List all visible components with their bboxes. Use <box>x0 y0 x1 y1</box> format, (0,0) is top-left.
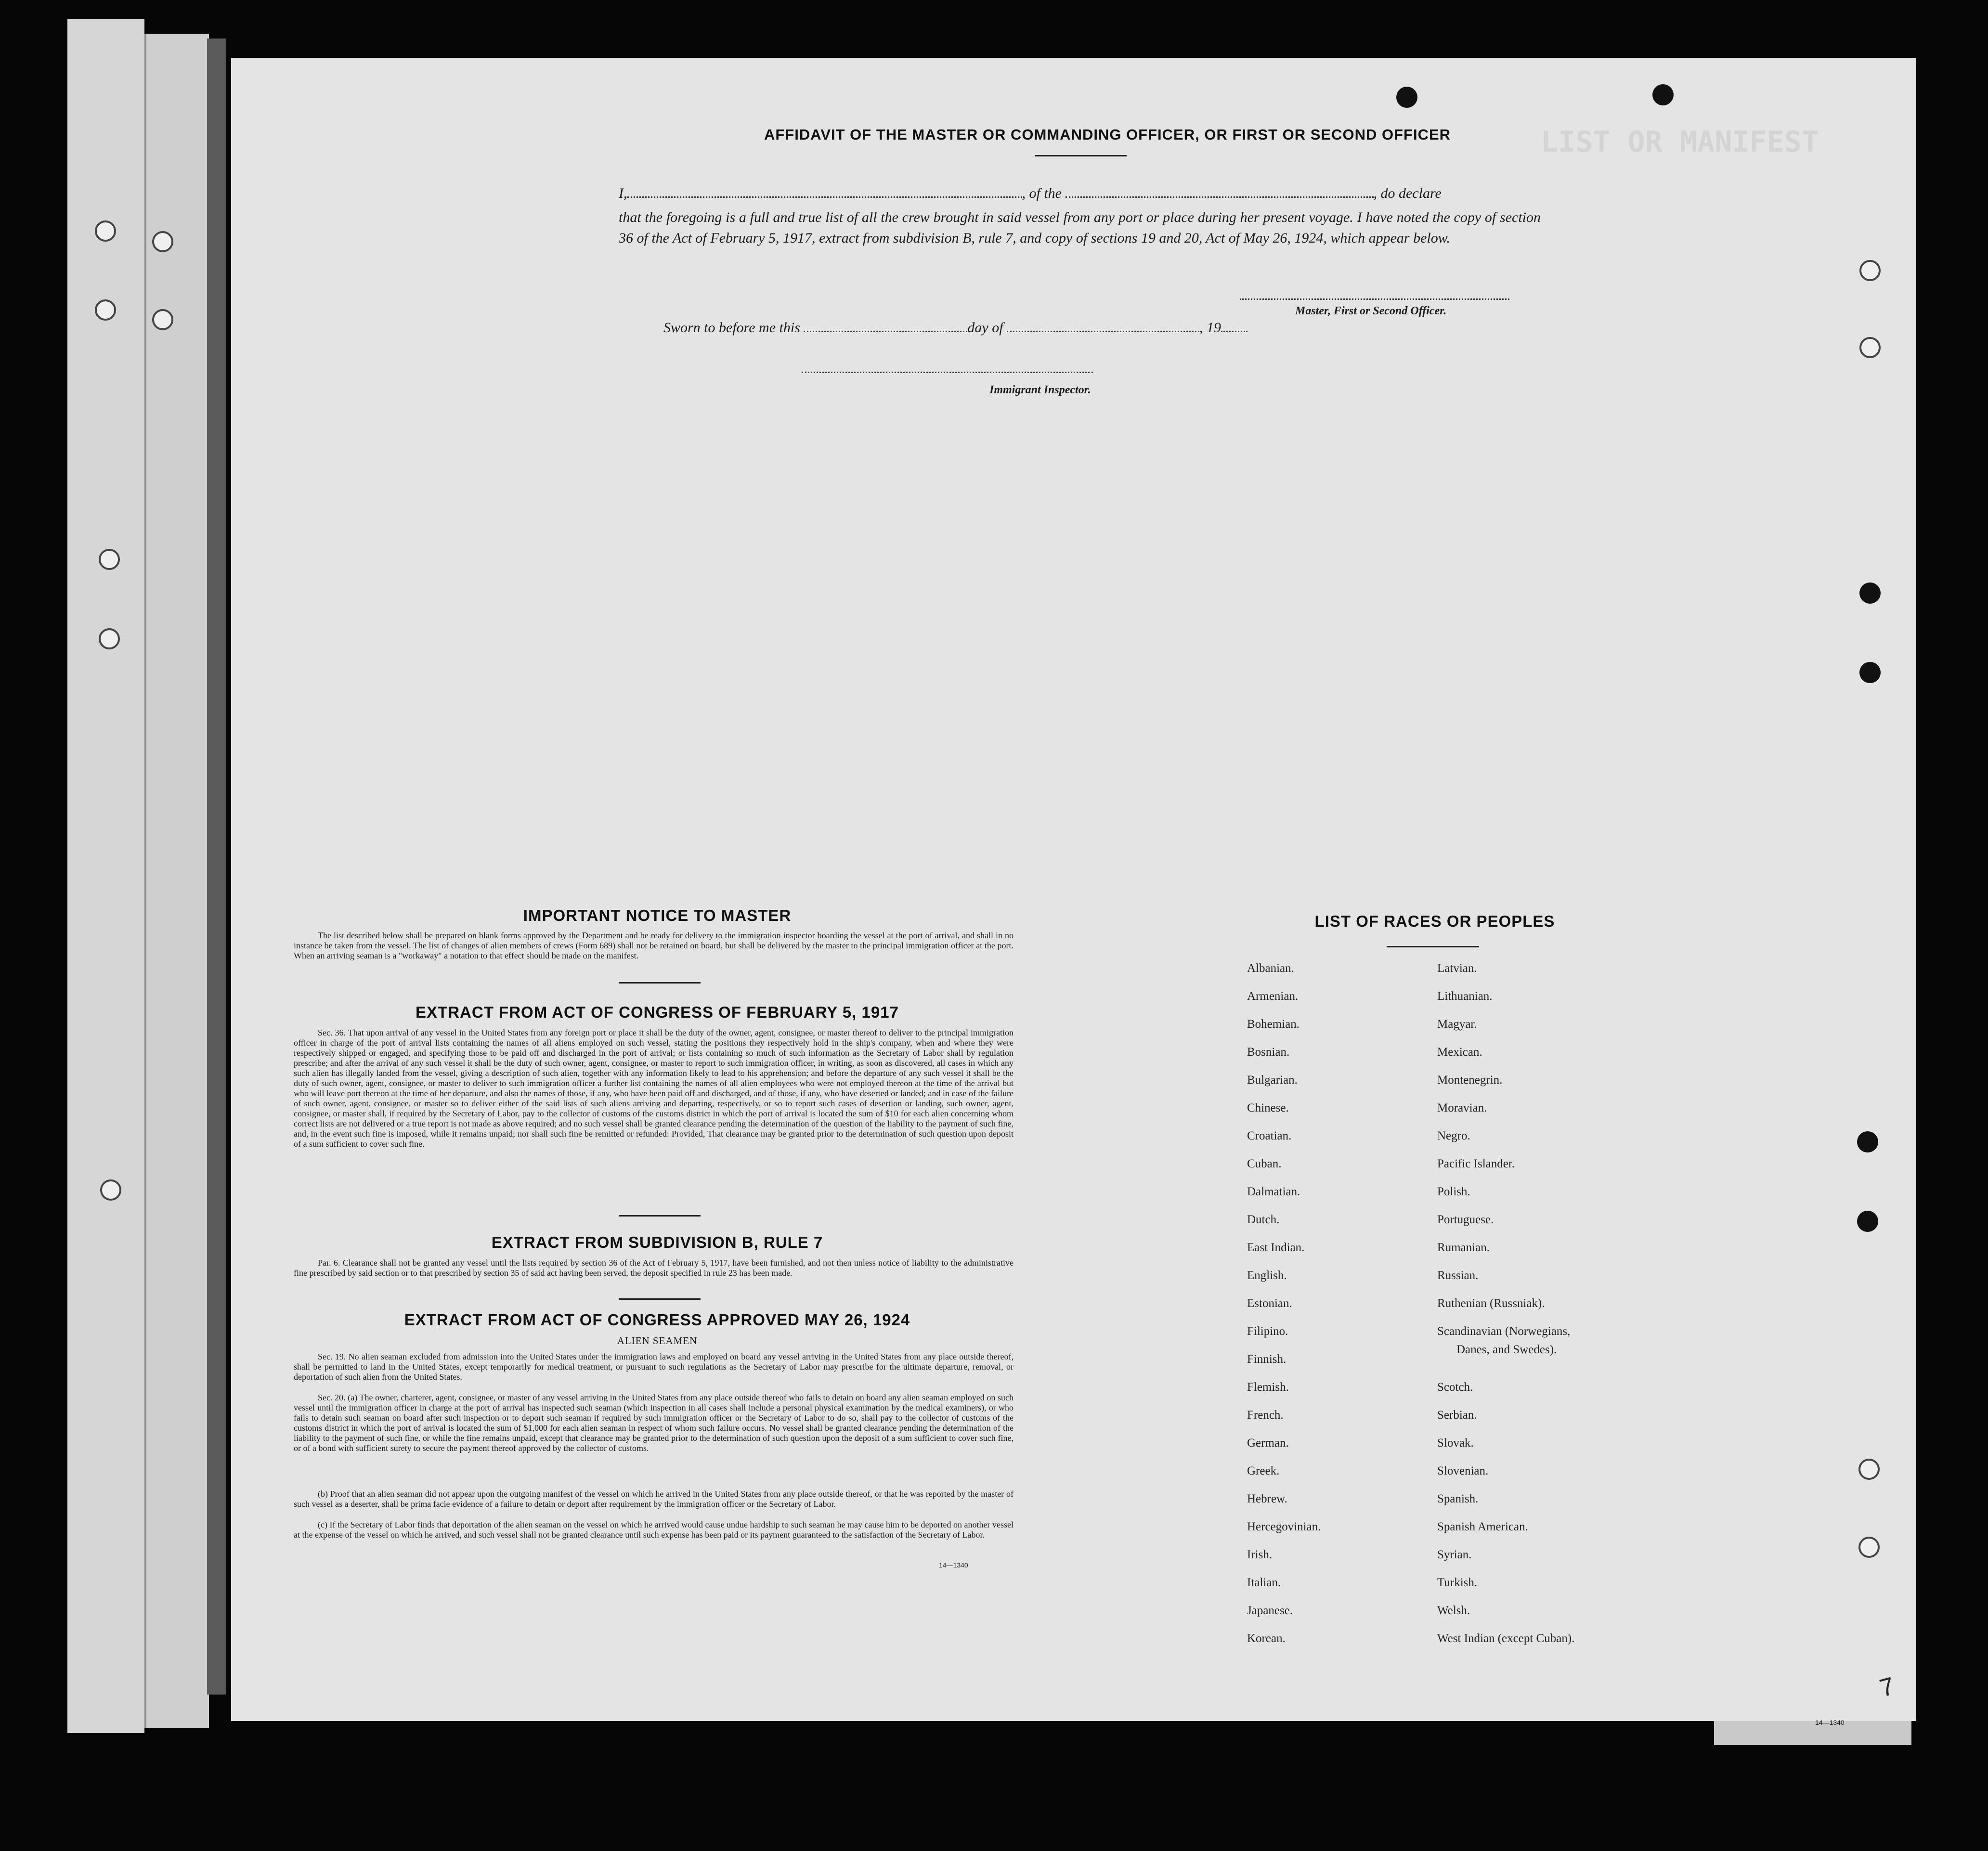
race-item: Chinese. <box>1247 1101 1289 1114</box>
race-item: Turkish. <box>1437 1576 1478 1589</box>
race-item: Slovak. <box>1437 1437 1474 1450</box>
race-item: Moravian. <box>1437 1101 1487 1114</box>
punch-hole <box>100 1179 121 1201</box>
extract-1924-sec20c: (c) If the Secretary of Labor finds that deportation of the alien seaman on the vessel on which he arrived would cause undue hardship to such seaman he may cause him to be deported on another vessel at the expense of the vessel on which he arrived, and such vessel shall not be granted clearance until such expense has been paid or its payment guaranteed to the satisfaction of the Secretary of Labor. <box>294 1520 1013 1540</box>
punch-hole <box>95 220 116 242</box>
race-item: Russian. <box>1437 1269 1479 1282</box>
races-title: LIST OF RACES OR PEOPLES <box>1314 912 1555 930</box>
notice-text: The list described below shall be prepared on blank forms approved by the Department and be ready for delivery to the immigration inspector boarding the vessel at the port of arrival, and shall in no instance be taken from the vessel. The list of changes of alien members of crews (Form 689) shall not be retained on board, but shall be delivered by the master to the principal immigration officer at the port. When an arriving seaman is a "workaway" a notation to that effect should be made on the manifest. <box>294 931 1013 960</box>
master-signature-blank[interactable] <box>1240 298 1509 300</box>
race-item: West Indian (except Cuban). <box>1437 1632 1575 1645</box>
punch-hole <box>1859 662 1881 683</box>
race-item: Filipino. <box>1247 1325 1288 1338</box>
race-item: Hercegovinian. <box>1247 1520 1321 1533</box>
sworn-prefix: Sworn to before me this <box>663 320 800 336</box>
extract-1917-text: Sec. 36. That upon arrival of any vessel in the United States from any foreign port or place it shall be the duty of the owner, agent, consignee, or master thereof to deliver to the principal immigration officer in charge of the port of arrival lists containing the names of all aliens employed on such vessel, stating the positions they respectively hold in the ship's company, when and where they were respectively shipped or engaged, and specifying those to be paid off and discharged in the port of arrival; or lists containing so much of such information as the Secretary of Labor shall by regulation prescribe; and after the arrival of any such vessel it shall be the duty of such owner, agent, consignee, or master to report to such immigration officer, in writing, as soon as discovered, all cases in which any such alien has illegally landed from the vessel, giving a description of such alien, together with any information likely to lead to his apprehension; and before the departure of any such vessel it shall be the duty of such owner, agent, consignee, or master to deliver to such immigration officer a further list containing the names of all alien employees who were not employed thereon at the time of the arrival but who will leave port thereon at the time of her departure, and also the names of those, if any, who have been paid off and discharged, and of those, if any, who have deserted or landed; and in case of the failure of such owner, agent, consignee, or master so to deliver either of the said lists of such aliens arriving and departing, respectively, or so to report such cases of desertion or landing, such owner, agent, consignee, or master shall, if required by the Secretary of Labor, pay to the collector of customs of the customs district in which the port of arrival is located the sum of $10 for each alien concerning whom correct lists are not delivered or a true report is not made as above required; and no such vessel shall be granted clearance pending the determination of the question of the liability to the payment of such fine, and, in the event such fine is imposed, while it remains unpaid; nor shall such fine be remitted or refunded: Provided, That clearance may be granted prior to the determination of such question upon deposit of a sum sufficient to cover such fine. <box>294 1028 1013 1149</box>
affidavit-declare-label: , do declare <box>1373 185 1442 201</box>
race-item: Bohemian. <box>1247 1018 1300 1031</box>
race-item: Welsh. <box>1437 1604 1470 1617</box>
race-item: Montenegrin. <box>1437 1074 1503 1087</box>
punch-hole <box>1858 1459 1880 1480</box>
races-rule <box>1387 946 1479 947</box>
notice-title: IMPORTANT NOTICE TO MASTER <box>523 906 792 924</box>
race-item: English. <box>1247 1269 1287 1282</box>
race-item: Portuguese. <box>1437 1213 1494 1226</box>
race-item: Syrian. <box>1437 1548 1472 1561</box>
race-item: Spanish American. <box>1437 1520 1528 1533</box>
inspector-signature-blank[interactable] <box>802 372 1093 373</box>
inspector-caption: Immigrant Inspector. <box>989 384 1091 396</box>
background-sheet-edge <box>207 39 226 1695</box>
race-item: Flemish. <box>1247 1381 1289 1394</box>
race-item: Armenian. <box>1247 990 1299 1003</box>
sworn-day-of: day of <box>967 320 1003 336</box>
name-blank[interactable] <box>627 196 1022 198</box>
punch-hole <box>1857 1211 1878 1232</box>
background-sheet-middle <box>144 34 209 1728</box>
back-form-number: 14—1340 <box>1815 1719 1845 1726</box>
section-rule <box>619 982 701 984</box>
affidavit-body: that the foregoing is a full and true list of all the crew brought in said vessel from any port or place during her present voyage. I have noted the copy of section 36 of the Act of February 5, 1917, extract from subdivision B, rule 7, and copy of sections 19 and 20, Act of May 26, 1924, which appear below. <box>619 209 1541 246</box>
affidavit-declaration-line <box>619 185 1548 202</box>
extract-1924-title: EXTRACT FROM ACT OF CONGRESS APPROVED MAY 26, 1924 <box>404 1311 910 1329</box>
title-rule <box>1035 155 1127 156</box>
punch-hole <box>99 549 120 570</box>
race-item: Negro. <box>1437 1129 1470 1142</box>
vessel-blank[interactable] <box>1065 196 1374 198</box>
punch-hole <box>1859 260 1881 281</box>
race-item: East Indian. <box>1247 1241 1305 1254</box>
race-item: Danes, and Swedes). <box>1456 1343 1557 1356</box>
race-item: Magyar. <box>1437 1018 1477 1031</box>
race-item: Irish. <box>1247 1548 1273 1561</box>
race-item: Italian. <box>1247 1576 1281 1589</box>
punch-hole <box>1857 1131 1878 1152</box>
race-item: Scotch. <box>1437 1381 1473 1394</box>
race-item: Bulgarian. <box>1247 1074 1298 1087</box>
master-caption: Master, First or Second Officer. <box>1295 305 1447 317</box>
sworn-month-blank[interactable] <box>1007 331 1199 332</box>
race-item: Lithuanian. <box>1437 990 1493 1003</box>
race-item: Slovenian. <box>1437 1464 1489 1477</box>
extract-1924-subtitle: ALIEN SEAMEN <box>617 1335 698 1346</box>
race-item: French. <box>1247 1409 1284 1422</box>
race-item: Rumanian. <box>1437 1241 1490 1254</box>
extract-1917-title: EXTRACT FROM ACT OF CONGRESS OF FEBRUARY 5, 1917 <box>416 1003 899 1021</box>
race-item: Greek. <box>1247 1464 1280 1477</box>
race-item: Croatian. <box>1247 1129 1292 1142</box>
sworn-year: , 19 <box>1199 320 1221 336</box>
subdivision-title: EXTRACT FROM SUBDIVISION B, RULE 7 <box>491 1233 823 1251</box>
race-item: Pacific Islander. <box>1437 1157 1515 1170</box>
race-item: Dalmatian. <box>1247 1185 1300 1198</box>
affidavit-of-the-label: , of the <box>1022 185 1062 201</box>
punch-hole <box>95 299 116 321</box>
punch-hole <box>1396 87 1417 108</box>
punch-hole <box>152 231 173 252</box>
sworn-day-blank[interactable] <box>804 331 967 332</box>
subdivision-text: Par. 6. Clearance shall not be granted any vessel until the lists required by section 36 of the Act of February 5, 1917, have been furnished, and not then unless notice of liability to the administrative fine prescribed by said section or to that prescribed by section 35 of said act having been served, the deposit specified in rule 23 has been made. <box>294 1258 1013 1278</box>
bleed-through-text: LIST OR MANIFEST <box>1541 125 1819 159</box>
section-rule <box>619 1215 701 1217</box>
extract-1924-sec19: Sec. 19. No alien seaman excluded from admission into the United States under the immigration laws and employed on board any vessel arriving in the United States from any place outside thereof, shall be permitted to land in the United States, except temporarily for medical treatment, or pursuant to such regulations as the Secretary of Labor may prescribe for the ultimate departure, removal, or deportation of such alien from the United States. <box>294 1352 1013 1382</box>
race-item: Bosnian. <box>1247 1046 1290 1059</box>
punch-hole <box>1859 582 1881 604</box>
section-rule <box>619 1298 701 1300</box>
race-item: Estonian. <box>1247 1297 1292 1310</box>
page-number: 7 <box>1876 1672 1897 1703</box>
punch-hole <box>1858 1537 1880 1558</box>
affidavit-title: AFFIDAVIT OF THE MASTER OR COMMANDING OFFICER, OR FIRST OR SECOND OFFICER <box>764 126 1451 143</box>
sworn-year-blank[interactable] <box>1221 331 1247 332</box>
punch-hole <box>152 309 173 330</box>
races-column-2 <box>1437 962 1678 1660</box>
race-item: German. <box>1247 1437 1289 1450</box>
race-item: Scandinavian (Norwegians, <box>1437 1325 1571 1338</box>
punch-hole <box>1859 337 1881 358</box>
extract-1924-sec20b: (b) Proof that an alien seaman did not appear upon the outgoing manifest of the vessel on which he arrived in the United States from any place outside thereof, or that he was reported by the master of such vessel as a deserter, shall be prima facie evidence of a failure to detain or deport after requirement by the immigration officer or the Secretary of Labor. <box>294 1489 1013 1509</box>
race-item: Mexican. <box>1437 1046 1482 1059</box>
race-item: Korean. <box>1247 1632 1286 1645</box>
race-item: Latvian. <box>1437 962 1477 975</box>
race-item: Ruthenian (Russniak). <box>1437 1297 1545 1310</box>
form-number: 14—1340 <box>939 1561 968 1569</box>
race-item: Dutch. <box>1247 1213 1280 1226</box>
affidavit-i-label: I, <box>619 185 627 201</box>
background-sheet-left <box>67 19 144 1733</box>
races-column-1 <box>1247 962 1420 1660</box>
race-item: Spanish. <box>1437 1492 1479 1505</box>
sworn-line <box>663 320 1247 336</box>
race-item: Cuban. <box>1247 1157 1282 1170</box>
race-item: Serbian. <box>1437 1409 1477 1422</box>
race-item: Albanian. <box>1247 962 1294 975</box>
race-item: Polish. <box>1437 1185 1470 1198</box>
race-item: Japanese. <box>1247 1604 1293 1617</box>
race-item: Hebrew. <box>1247 1492 1287 1505</box>
punch-hole <box>99 628 120 649</box>
race-item: Finnish. <box>1247 1353 1286 1366</box>
extract-1924-sec20a: Sec. 20. (a) The owner, charterer, agent, consignee, or master of any vessel arriving in the United States from any place outside thereof who fails to detain on board any alien seaman employed on such vessel until the immigration officer in charge at the port of arrival has inspected such seaman (which inspection in all cases shall include a personal physical examination by the medical examiners), or who fails to detain such seaman on board after such inspection or to deport such seaman if required by such immigration officer or the Secretary of Labor to do so, shall pay to the collector of customs of the customs district in which the port of arrival is located the sum of $1,000 for each alien seaman in respect of whom such failure occurs. No vessel shall be granted clearance pending the determination of the liability to the payment of such fine, or while the fine remains unpaid, except that clearance may be granted prior to the determination of such question upon the deposit of a sum sufficient to cover such fine, or of a bond with sufficient surety to secure the payment thereof approved by the collector of customs. <box>294 1393 1013 1453</box>
punch-hole <box>1652 84 1674 105</box>
